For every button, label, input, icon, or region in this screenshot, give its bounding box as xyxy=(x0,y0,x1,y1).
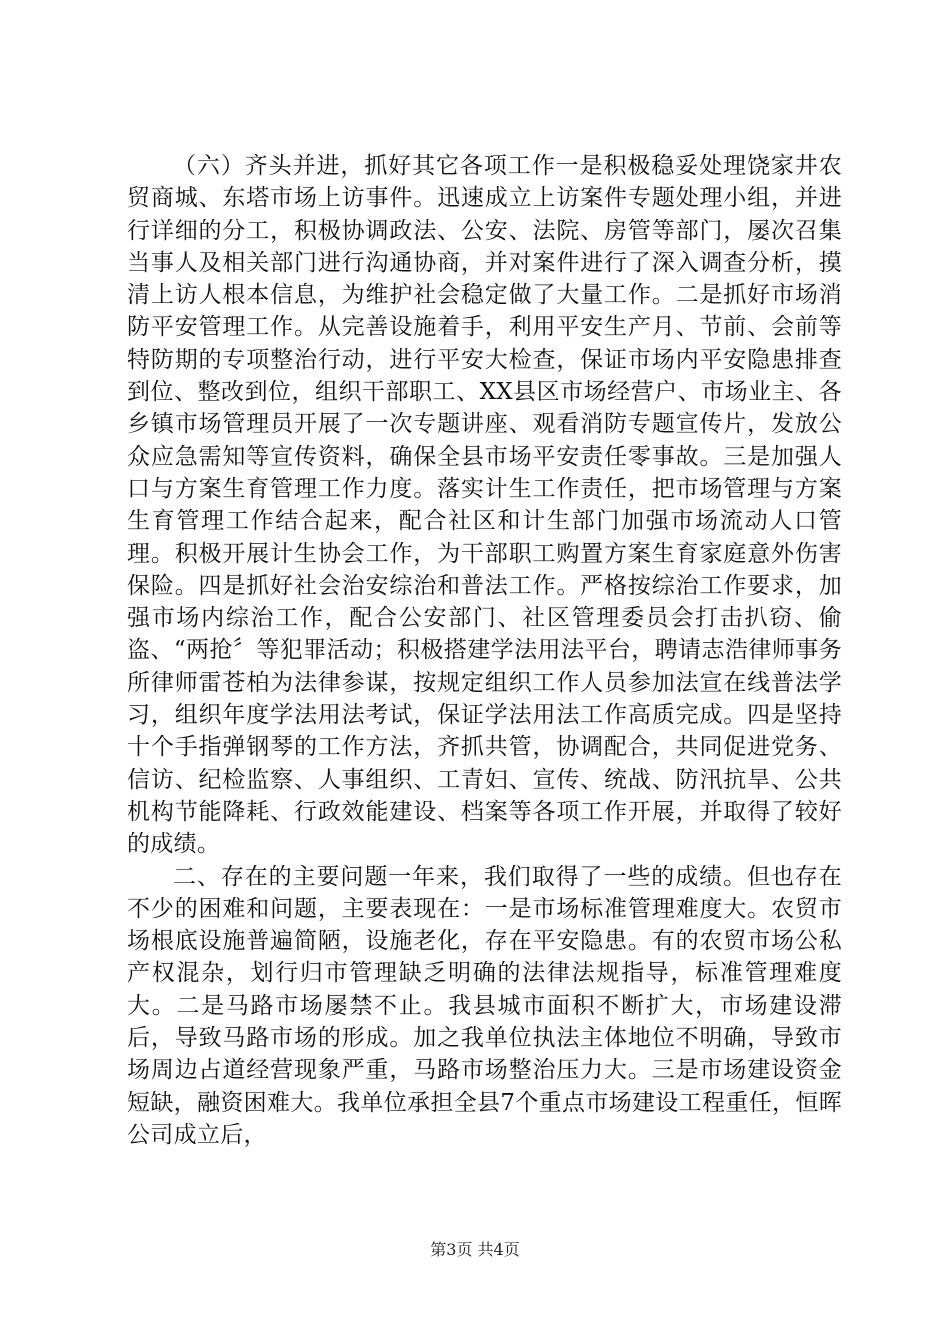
page-footer: 第3页 共4页 xyxy=(430,1240,520,1259)
document-body xyxy=(127,150,842,1151)
paragraph-1: （六）齐头并进，抓好其它各项工作一是积极稳妥处理饶家井农贸商城、东塔市场上访事件。迅速成立上访案件专题处理小组，并进行详细的分工，积极协调政法、公安、法院、房管等部门，屡次召集当事人及相关部门进行沟通协商，并对案件进行了深入调查分析，摸清上访人根本信息，为维护社会稳定做了大量工作。二是抓好市场消防平安管理工作。从完善设施着手，利用平安生产月、节前、会前等特防期的专项整治行动，进行平安大检查，保证市场内平安隐患排查到位、整改到位，组织干部职工、XX县区市场经营户、市场业主、各乡镇市场管理员开展了一次专题讲座、观看消防专题宣传片，发放公众应急需知等宣传资料，确保全县市场平安责任零事故。三是加强人口与方案生育管理工作力度。落实计生工作责任，把市场管理与方案生育管理工作结合起来，配合社区和计生部门加强市场流动人口管理。积极开展计生协会工作，为干部职工购置方案生育家庭意外伤害保险。四是抓好社会治安综治和普法工作。严格按综治工作要求，加强市场内综治工作，配合公安部门、社区管理委员会打击扒窃、偷盗、“两抢〞等犯罪活动；积极搭建学法用法平台，聘请志浩律师事务所律师雷苍柏为法律参谋，按规定组织工作人员参加法宣在线普法学习，组织年度学法用法考试，保证学法用法工作高质完成。四是坚持十个手指弹钢琴的工作方法，齐抓共管，协调配合，共同促进党务、信访、纪检监察、人事组织、工青妇、宣传、统战、防汛抗旱、公共机构节能降耗、行政效能建设、档案等各项工作开展，并取得了较好的成绩。 xyxy=(127,153,842,858)
paragraph-2: 二、存在的主要问题一年来，我们取得了一些的成绩。但也存在不少的困难和问题，主要表现在：一是市场标准管理难度大。农贸市场根底设施普遍简陋，设施老化，存在平安隐患。有的农贸市场公私产权混杂，划行归市管理缺乏明确的法律法规指导，标准管理难度大。二是马路市场屡禁不止。我县城市面积不断扩大，市场建设滞后，导致马路市场的形成。加之我单位执法主体地位不明确，导致市场周边占道经营现象严重，马路市场整治压力大。三是市场建设资金短缺，融资困难大。我单位承担全县7个重点市场建设工程重任，恒晖公司成立后， xyxy=(127,863,842,1148)
